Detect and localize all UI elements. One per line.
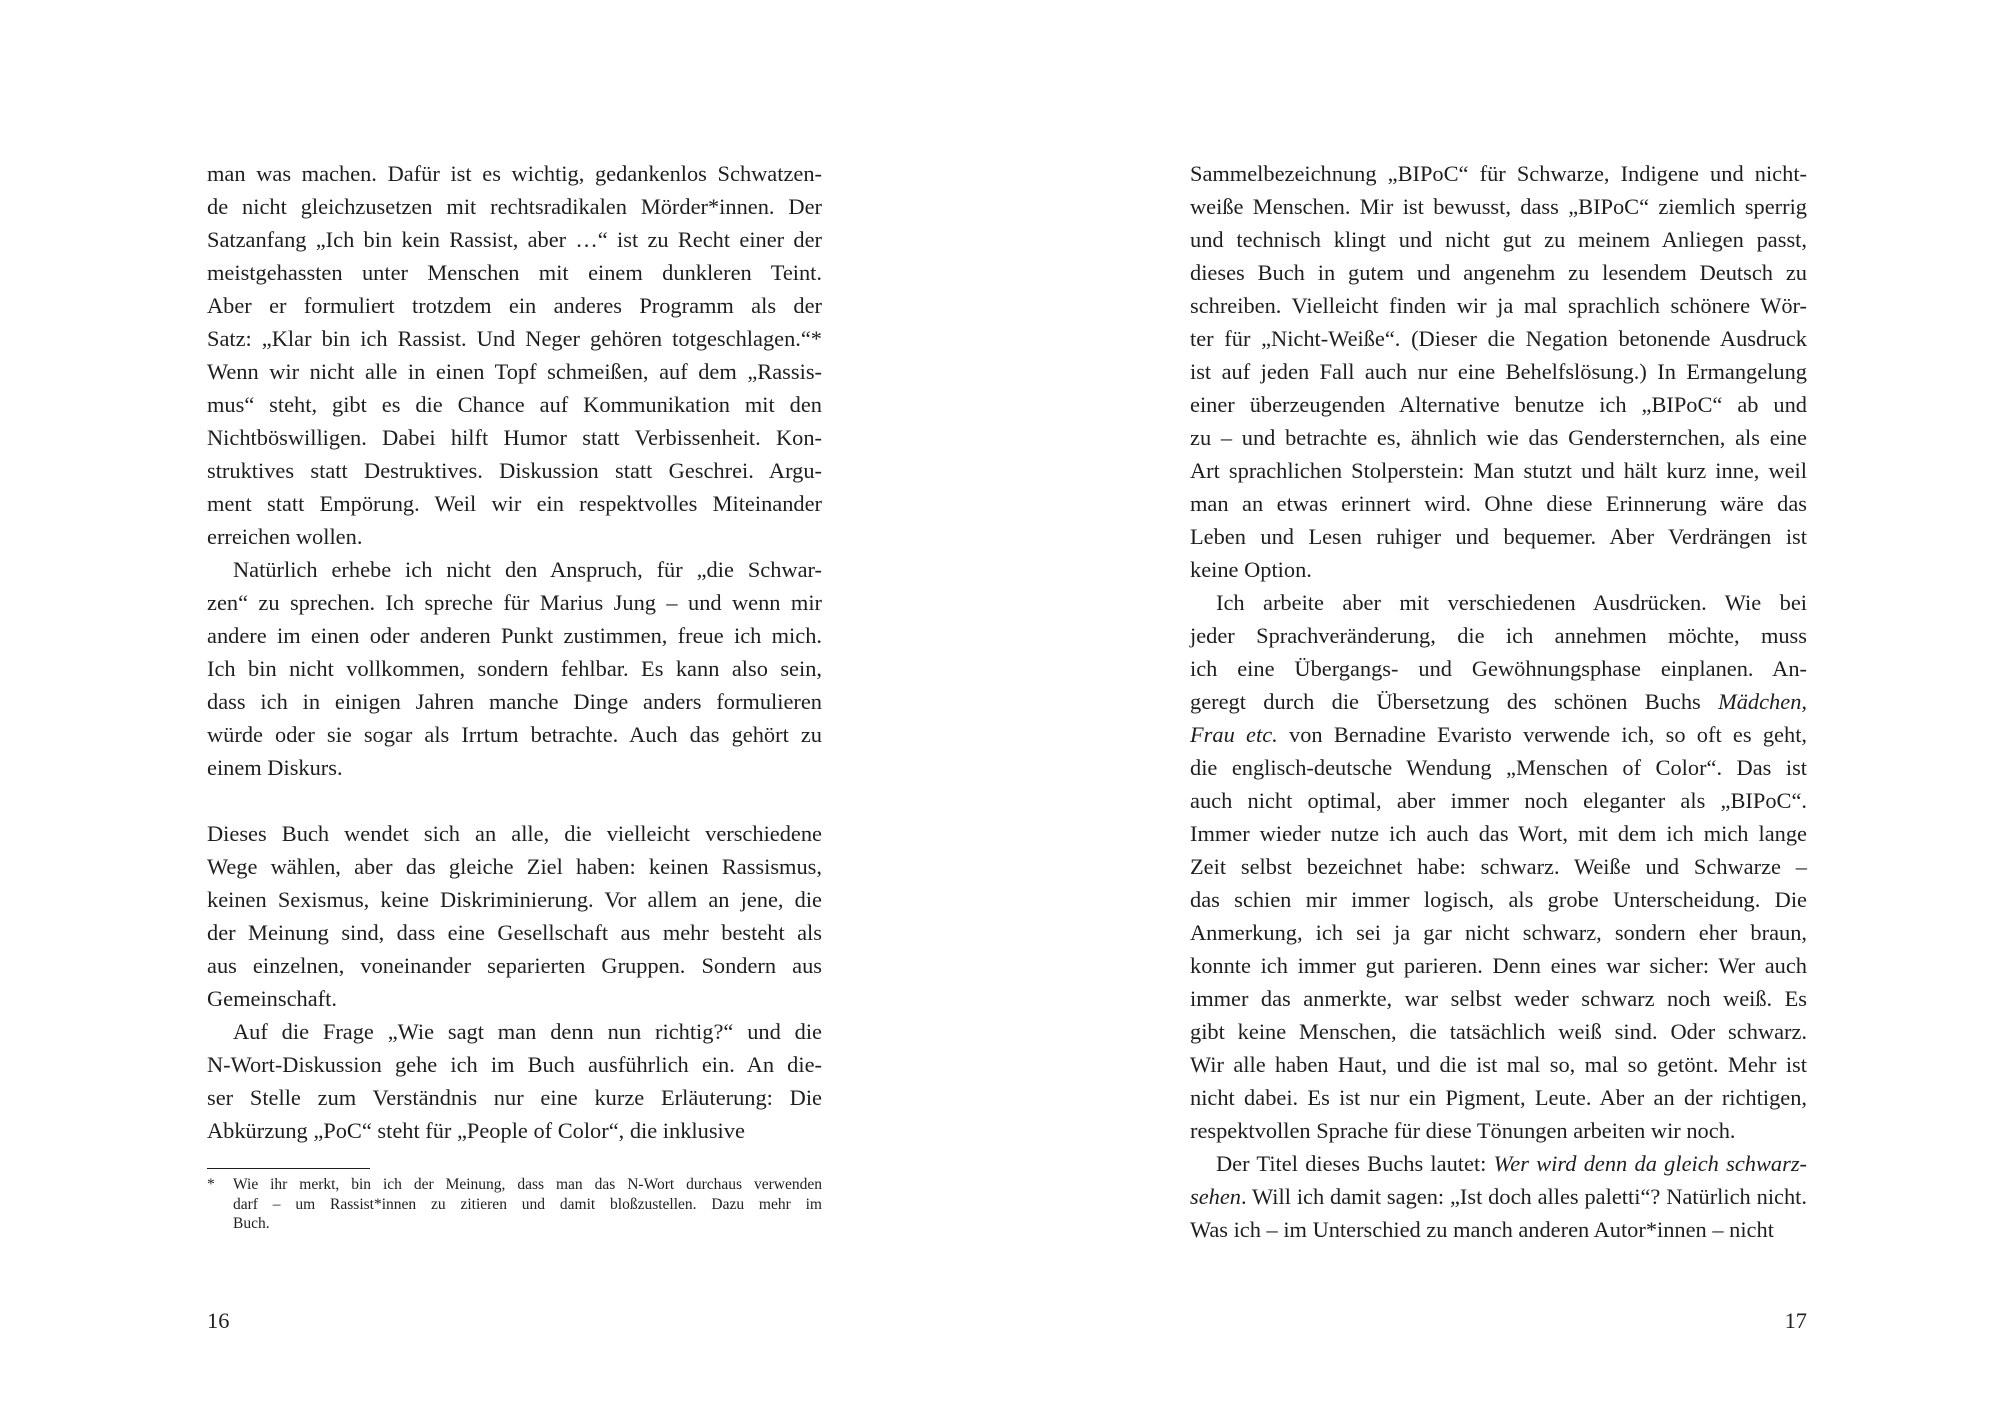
text-line: Frau etc. von Bernadine Evaristo verwende ich, so oft es geht, <box>1190 722 1808 747</box>
text-line: die englisch-deutsche Wendung „Menschen of Color“. Das ist <box>1190 755 1807 780</box>
text-line: Was ich – im Unterschied zu manch anderen Autor*innen – nicht <box>1190 1217 1774 1242</box>
text-line: Ich arbeite aber mit verschiedenen Ausdrücken. Wie bei <box>1216 590 1807 615</box>
text-line: keinen Sexismus, keine Diskriminierung. Vor allem an jene, die <box>207 887 822 912</box>
text-line: nicht dabei. Es ist nur ein Pigment, Leute. Aber an der richtigen, <box>1190 1085 1807 1110</box>
footnote-rule <box>207 1168 370 1169</box>
text-line: immer das anmerkte, war selbst weder schwarz noch weiß. Es <box>1190 986 1807 1011</box>
text-line: das schien mir immer logisch, als grobe Unterscheidung. Die <box>1190 887 1807 912</box>
text-line: N-Wort-Diskussion gehe ich im Buch ausführlich ein. An die- <box>207 1052 822 1077</box>
text-line: Nichtböswilligen. Dabei hilft Humor statt Verbissenheit. Kon- <box>207 425 822 450</box>
text-line: zen“ zu sprechen. Ich spreche für Marius Jung – und wenn mir <box>207 590 822 615</box>
text-line: Zeit selbst bezeichnet habe: schwarz. Weiße und Schwarze – <box>1190 854 1807 879</box>
text-line: Ich bin nicht vollkommen, sondern fehlbar. Es kann also sein, <box>207 656 822 681</box>
section-break <box>207 784 822 817</box>
text-line: Leben und Lesen ruhiger und bequemer. Aber Verdrängen ist <box>1190 524 1807 549</box>
text-line: erreichen wollen. <box>207 524 363 549</box>
text-line: Natürlich erhebe ich nicht den Anspruch, für „die Schwar- <box>233 557 822 582</box>
paragraph <box>1190 586 1807 1147</box>
footnote-line: darf – um Rassist*innen zu zitieren und damit bloßzustellen. Dazu mehr im <box>233 1195 822 1213</box>
footnote-text <box>233 1175 822 1234</box>
text-line: respektvollen Sprache für diese Tönungen arbeiten wir noch. <box>1190 1118 1736 1143</box>
text-line: man an etwas erinnert wird. Ohne diese Erinnerung wäre das <box>1190 491 1807 516</box>
paragraph <box>1190 1147 1807 1246</box>
text-line: Anmerkung, ich sei ja gar nicht schwarz, sondern eher braun, <box>1190 920 1807 945</box>
footnote <box>207 1175 822 1234</box>
text-line: de nicht gleichzusetzen mit rechtsradikalen Mörder*innen. Der <box>207 194 822 219</box>
text-line: einem Diskurs. <box>207 755 343 780</box>
text-line: Satz: „Klar bin ich Rassist. Und Neger gehören totgeschlagen.“* <box>207 326 822 351</box>
right-page <box>1000 0 2000 1414</box>
text-line: ter für „Nicht-Weiße“. (Dieser die Negation betonende Ausdruck <box>1190 326 1807 351</box>
text-line: ser Stelle zum Verständnis nur eine kurze Erläuterung: Die <box>207 1085 822 1110</box>
text-line: geregt durch die Übersetzung des schönen Buchs Mädchen, <box>1190 689 1807 714</box>
text-line: meistgehassten unter Menschen mit einem dunkleren Teint. <box>207 260 822 285</box>
text-line: Gemeinschaft. <box>207 986 337 1011</box>
text-line: keine Option. <box>1190 557 1312 582</box>
text-line: mus“ steht, gibt es die Chance auf Kommunikation mit den <box>207 392 822 417</box>
text-line: sehen. Will ich damit sagen: „Ist doch alles paletti“? Natürlich nicht. <box>1190 1184 1807 1209</box>
text-line: ich eine Übergangs- und Gewöhnungsphase einplanen. An- <box>1190 656 1807 681</box>
text-line: Auf die Frage „Wie sagt man denn nun richtig?“ und die <box>233 1019 822 1044</box>
text-line: der Meinung sind, dass eine Gesellschaft aus mehr besteht als <box>207 920 822 945</box>
text-line: Wege wählen, aber das gleiche Ziel haben: keinen Rassismus, <box>207 854 822 879</box>
page-number-right: 17 <box>1784 1308 1807 1333</box>
page-number-left: 16 <box>207 1308 230 1333</box>
right-page-text <box>1190 157 1807 1246</box>
text-line: Satzanfang „Ich bin kein Rassist, aber …“ ist zu Recht einer der <box>207 227 822 252</box>
paragraph <box>207 1015 822 1147</box>
text-line: auch nicht optimal, aber immer noch eleganter als „BIPoC“. <box>1190 788 1807 813</box>
text-line: Wir alle haben Haut, und die ist mal so, mal so getönt. Mehr ist <box>1190 1052 1807 1077</box>
text-line: Wenn wir nicht alle in einen Topf schmeißen, auf dem „Rassis- <box>207 359 822 384</box>
text-line: andere im einen oder anderen Punkt zustimmen, freue ich mich. <box>207 623 822 648</box>
text-line: gibt keine Menschen, die tatsächlich weiß sind. Oder schwarz. <box>1190 1019 1807 1044</box>
text-line: ment statt Empörung. Weil wir ein respektvolles Miteinander <box>207 491 822 516</box>
text-line: einer überzeugenden Alternative benutze ich „BIPoC“ ab und <box>1190 392 1807 417</box>
text-line: Sammelbezeichnung „BIPoC“ für Schwarze, Indigene und nicht- <box>1190 161 1807 186</box>
text-line: dass ich in einigen Jahren manche Dinge anders formulieren <box>207 689 822 714</box>
text-line: Immer wieder nutze ich auch das Wort, mit dem ich mich lange <box>1190 821 1807 846</box>
text-line: struktives statt Destruktives. Diskussion statt Geschrei. Argu- <box>207 458 822 483</box>
text-line: Abkürzung „PoC“ steht für „People of Color“, die inklusive <box>207 1118 745 1143</box>
text-line: Art sprachlichen Stolperstein: Man stutzt und hält kurz inne, weil <box>1190 458 1807 483</box>
left-page-text <box>207 157 822 1147</box>
paragraph <box>1190 157 1807 586</box>
text-line: würde oder sie sogar als Irrtum betrachte. Auch das gehört zu <box>207 722 822 747</box>
text-line: Aber er formuliert trotzdem ein anderes Programm als der <box>207 293 822 318</box>
text-line: zu – und betrachte es, ähnlich wie das Gendersternchen, als eine <box>1190 425 1807 450</box>
text-line: jeder Sprachveränderung, die ich annehmen möchte, muss <box>1190 623 1807 648</box>
paragraph <box>207 553 822 784</box>
footnote-mark: * <box>207 1176 215 1193</box>
text-line: man was machen. Dafür ist es wichtig, gedankenlos Schwatzen- <box>207 161 822 186</box>
text-line: konnte ich immer gut parieren. Denn eines war sicher: Wer auch <box>1190 953 1807 978</box>
text-line: dieses Buch in gutem und angenehm zu lesendem Deutsch zu <box>1190 260 1807 285</box>
text-line: schreiben. Vielleicht finden wir ja mal sprachlich schönere Wör- <box>1190 293 1807 318</box>
text-line: Der Titel dieses Buchs lautet: Wer wird denn da gleich schwarz- <box>1216 1151 1807 1176</box>
footnote-line: Buch. <box>233 1215 270 1232</box>
text-line: Dieses Buch wendet sich an alle, die vielleicht verschiedene <box>207 821 822 846</box>
paragraph <box>207 817 822 1015</box>
text-line: ist auf jeden Fall auch nur eine Behelfslösung.) In Ermangelung <box>1190 359 1807 384</box>
text-line: weiße Menschen. Mir ist bewusst, dass „BIPoC“ ziemlich sperrig <box>1190 194 1807 219</box>
text-line: aus einzelnen, voneinander separierten Gruppen. Sondern aus <box>207 953 822 978</box>
paragraph <box>207 157 822 553</box>
text-line: und technisch klingt und nicht gut zu meinem Anliegen passt, <box>1190 227 1807 252</box>
footnote-line: Wie ihr merkt, bin ich der Meinung, dass man das N-Wort durchaus verwenden <box>233 1176 822 1193</box>
